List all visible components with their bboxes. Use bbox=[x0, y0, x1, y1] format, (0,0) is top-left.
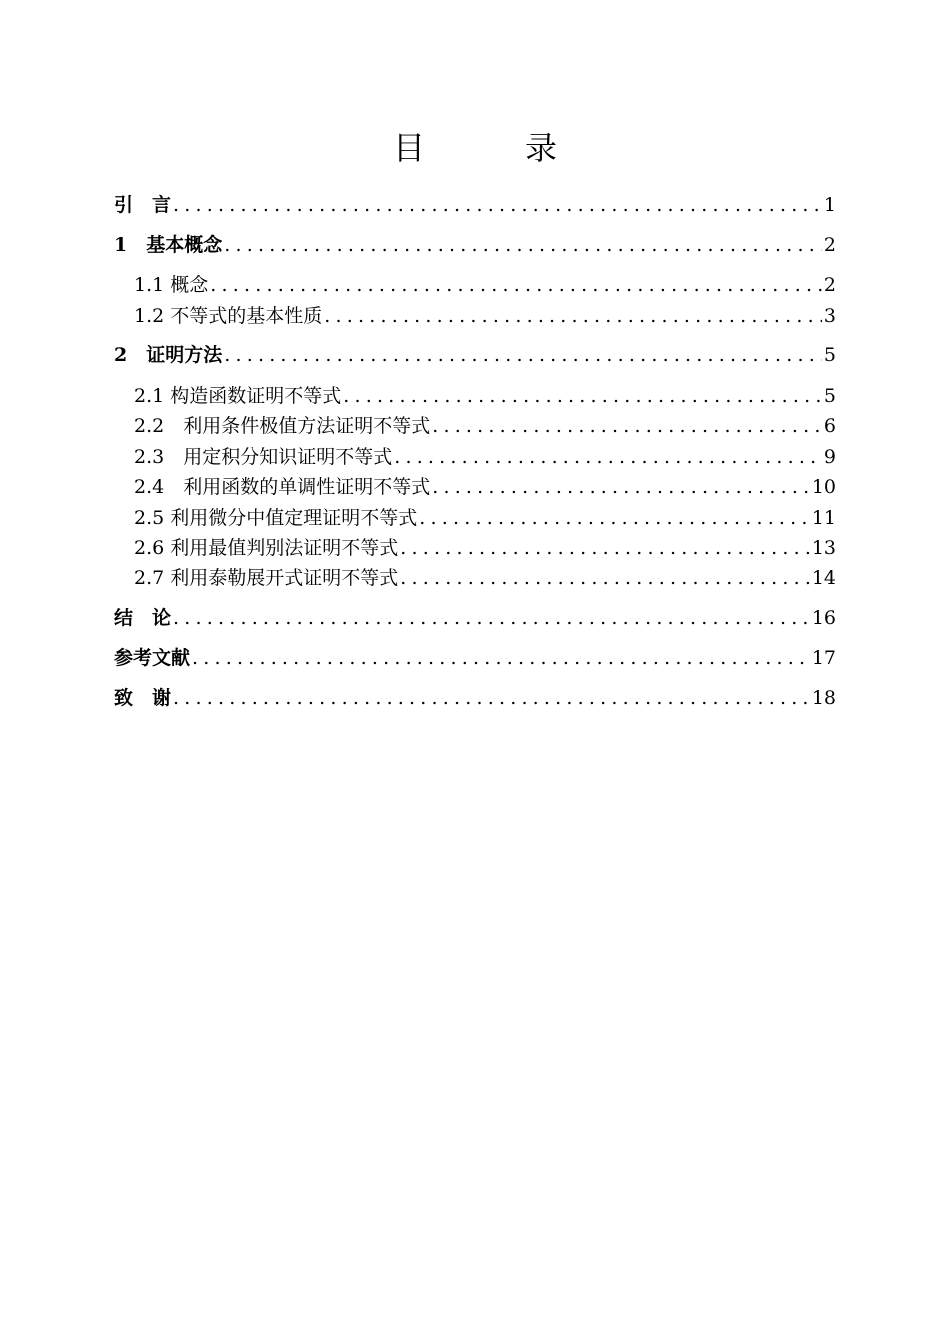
toc-entry-label: 致 谢 bbox=[114, 687, 172, 709]
toc-entry-2-1[interactable] bbox=[134, 381, 836, 411]
toc-title: 目 录 bbox=[392, 129, 591, 167]
dot-leader bbox=[173, 683, 810, 713]
dot-leader bbox=[343, 381, 822, 411]
toc-entry-label: 2.6 利用最值判别法证明不等式 bbox=[134, 537, 399, 559]
dot-leader bbox=[173, 190, 822, 220]
toc-entry-page: 14 bbox=[811, 567, 836, 589]
toc-entry-label: 2.2 利用条件极值方法证明不等式 bbox=[134, 415, 431, 437]
toc-entry-acknowledgements[interactable] bbox=[114, 683, 836, 713]
toc-entry-label: 2.1 构造函数证明不等式 bbox=[134, 385, 342, 407]
toc-entry-1-1[interactable] bbox=[134, 270, 836, 300]
toc-entry-label: 1.2 不等式的基本性质 bbox=[134, 305, 323, 327]
dot-leader bbox=[210, 270, 822, 300]
dot-leader bbox=[224, 340, 822, 370]
toc-entry-2-6[interactable] bbox=[134, 533, 836, 563]
toc-entry-label: 1.1 概念 bbox=[134, 274, 209, 296]
toc-entry-basic-concepts[interactable] bbox=[114, 230, 836, 260]
dot-leader bbox=[419, 503, 810, 533]
toc-entry-page: 13 bbox=[811, 537, 836, 559]
toc-entry-2-3[interactable] bbox=[134, 442, 836, 472]
toc-entry-label: 引 言 bbox=[114, 194, 172, 216]
toc-entry-page: 17 bbox=[811, 647, 836, 669]
toc-entry-label: 2.7 利用泰勒展开式证明不等式 bbox=[134, 567, 399, 589]
dot-leader bbox=[432, 411, 822, 441]
toc-entry-page: 5 bbox=[823, 344, 836, 366]
dot-leader bbox=[394, 442, 822, 472]
toc-entry-label: 2.3 用定积分知识证明不等式 bbox=[134, 446, 393, 468]
toc-entry-1-2[interactable] bbox=[134, 301, 836, 331]
toc-entry-2-5[interactable] bbox=[134, 503, 836, 533]
toc-entry-page: 1 bbox=[823, 194, 836, 216]
toc-entry-conclusion[interactable] bbox=[114, 603, 836, 633]
toc-entry-page: 11 bbox=[811, 507, 836, 529]
toc-entry-label: 2.4 利用函数的单调性证明不等式 bbox=[134, 476, 431, 498]
toc-entry-page: 10 bbox=[811, 476, 836, 498]
toc-entry-label: 2 证明方法 bbox=[114, 344, 223, 366]
toc-entry-page: 16 bbox=[811, 607, 836, 629]
dot-leader bbox=[400, 533, 810, 563]
toc-entry-label: 1 基本概念 bbox=[114, 234, 223, 256]
toc-entry-label: 参考文献 bbox=[114, 647, 191, 669]
dot-leader bbox=[224, 230, 822, 260]
toc-entry-page: 6 bbox=[823, 415, 836, 437]
toc-entry-2-4[interactable] bbox=[134, 472, 836, 502]
toc-entry-introduction[interactable] bbox=[114, 190, 836, 220]
dot-leader bbox=[173, 603, 810, 633]
toc-entry-label: 2.5 利用微分中值定理证明不等式 bbox=[134, 507, 418, 529]
toc-entry-page: 5 bbox=[823, 385, 836, 407]
toc-entry-label: 结 论 bbox=[114, 607, 172, 629]
toc-entry-page: 18 bbox=[811, 687, 836, 709]
toc-entry-proof-methods[interactable] bbox=[114, 340, 836, 370]
dot-leader bbox=[432, 472, 810, 502]
toc-entry-references[interactable] bbox=[114, 643, 836, 673]
toc-entry-2-7[interactable] bbox=[134, 563, 836, 593]
toc-entry-page: 9 bbox=[823, 446, 836, 468]
toc-entry-page: 3 bbox=[823, 305, 836, 327]
dot-leader bbox=[324, 301, 822, 331]
dot-leader bbox=[192, 643, 810, 673]
toc-entry-2-2[interactable] bbox=[134, 411, 836, 441]
toc-entry-page: 2 bbox=[823, 274, 836, 296]
dot-leader bbox=[400, 563, 810, 593]
toc-entry-page: 2 bbox=[823, 234, 836, 256]
